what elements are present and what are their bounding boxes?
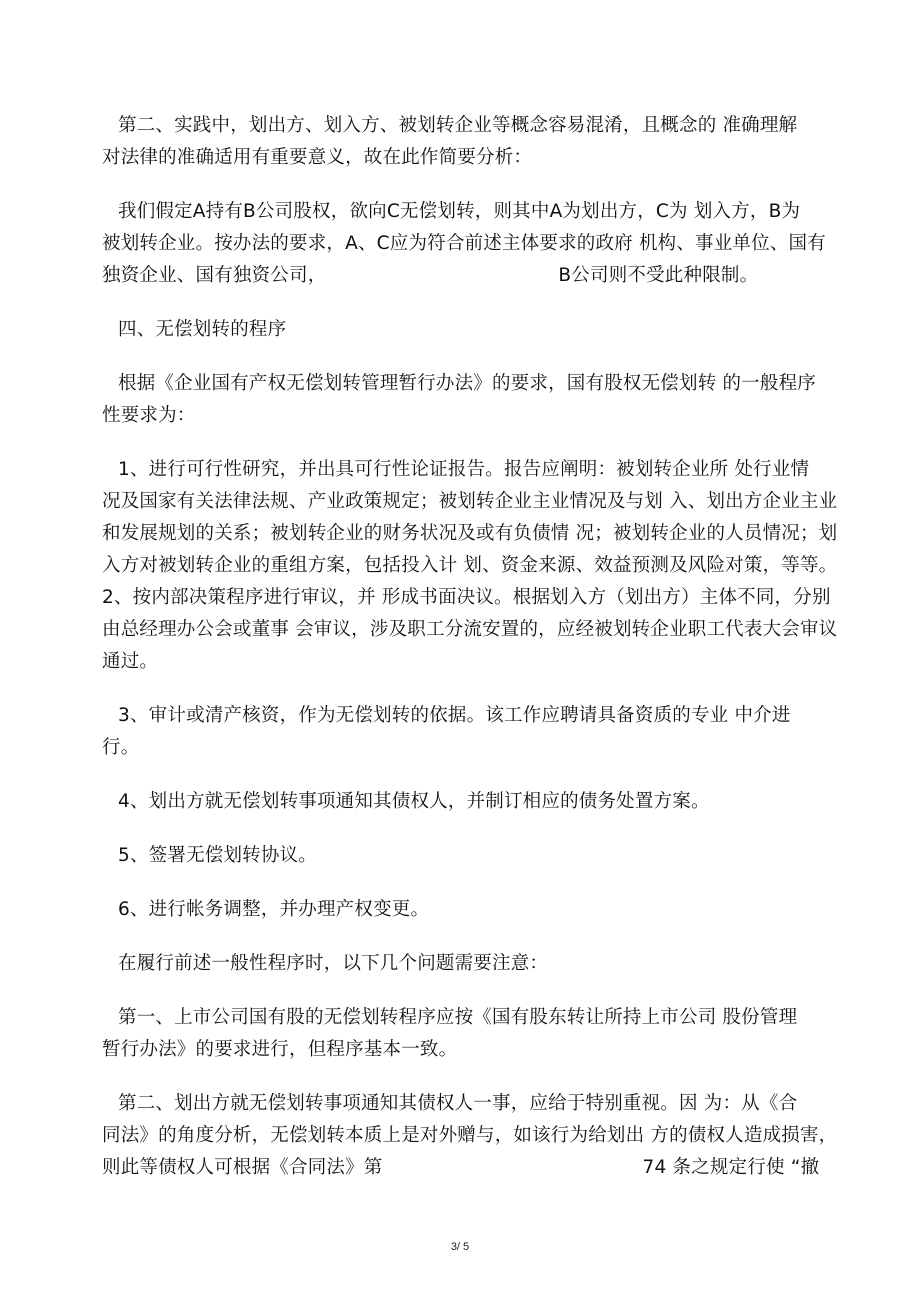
text-line: 行。: [102, 737, 140, 758]
paragraph-steps-1-2: [102, 454, 838, 678]
text-line: 第二、划出方就无偿划转事项通知其债权人一事，应给于特别重视。因 为：从《合: [118, 1093, 798, 1114]
text-line: [102, 1152, 822, 1184]
text-line: [102, 260, 822, 292]
text-line: 对法律的准确适用有重要意义，故在此作简要分析：: [102, 147, 533, 168]
text-line: 根据《企业国有产权无偿划转管理暂行办法》的要求，国有股权无偿划转 的一般程序: [118, 373, 816, 394]
text-line: 2、按内部决策程序进行审议，并 形成书面决议。根据划入方（划出方）主体不同，分别: [102, 587, 831, 608]
text-line: 5、签署无偿划转协议。: [118, 845, 317, 866]
text-line: 性要求为：: [102, 405, 196, 426]
page-number: 3/ 5: [450, 1241, 470, 1253]
paragraph-notes-intro: [102, 948, 822, 980]
section-heading-procedure: [102, 314, 822, 346]
paragraph-note-2: [102, 1088, 838, 1184]
text-line: 况及国家有关法律法规、产业政策规定；被划转企业主业情况及与划 入、划出方企业主业: [102, 491, 838, 512]
text-line: 四、无偿划转的程序: [118, 319, 287, 340]
paragraph-note-1: [102, 1002, 822, 1066]
text-segment: B公司则不受此种限制。: [558, 265, 759, 286]
text-line: 3、审计或清产核资，作为无偿划转的依据。该工作应聘请具备资质的专业 中介进: [118, 705, 791, 726]
text-line: 由总经理办公会或董事 会审议，涉及职工分流安置的，应经被划转企业职工代表大会审议: [102, 619, 838, 640]
text-line: 同法》的角度分析，无偿划转本质上是对外赠与，如该行为给划出 方的债权人造成损害，: [102, 1125, 838, 1146]
text-line: 1、进行可行性研究，并出具可行性论证报告。报告应阐明：被划转企业所 处行业情: [118, 459, 810, 480]
text-line: 我们假定A持有B公司股权，欲向C无偿划转，则其中A为划出方，C为 划入方，B为: [118, 201, 801, 222]
text-line: 6、进行帐务调整，并办理产权变更。: [118, 899, 430, 920]
paragraph-subject-concepts: [102, 110, 822, 174]
paragraph-example-abc: [102, 196, 826, 292]
paragraph-general-requirements: [102, 368, 822, 432]
text-line: 在履行前述一般性程序时，以下几个问题需要注意：: [118, 953, 549, 974]
text-segment: 74 条之规定行使 “撤: [642, 1157, 820, 1178]
text-line: 4、划出方就无偿划转事项通知其债权人，并制订相应的债务处置方案。: [118, 791, 710, 812]
text-segment: 则此等债权人可根据《合同法》第: [102, 1157, 383, 1178]
text-line: 第一、上市公司国有股的无偿划转程序应按《国有股东转让所持上市公司 股份管理: [118, 1007, 798, 1028]
text-line: 暂行办法》的要求进行，但程序基本一致。: [102, 1039, 458, 1060]
paragraph-step-3: [102, 700, 822, 764]
text-line: 入方对被划转企业的重组方案，包括投入计 划、资金来源、效益预测及风险对策，等等。: [102, 555, 838, 576]
paragraph-step-6: [102, 894, 822, 926]
paragraph-step-4: [102, 786, 822, 818]
paragraph-step-5: [102, 840, 822, 872]
text-line: 通过。: [102, 651, 159, 672]
text-line: 被划转企业。按办法的要求，A、C应为符合前述主体要求的政府 机构、事业单位、国有: [102, 233, 826, 254]
document-body: [102, 110, 838, 1206]
text-line: 第二、实践中，划出方、划入方、被划转企业等概念容易混淆，且概念的 准确理解: [118, 115, 798, 136]
text-segment: 独资企业、国有独资公司，: [102, 265, 327, 286]
text-line: 和发展规划的关系；被划转企业的财务状况及或有负债情 况；被划转企业的人员情况；划: [102, 523, 838, 544]
